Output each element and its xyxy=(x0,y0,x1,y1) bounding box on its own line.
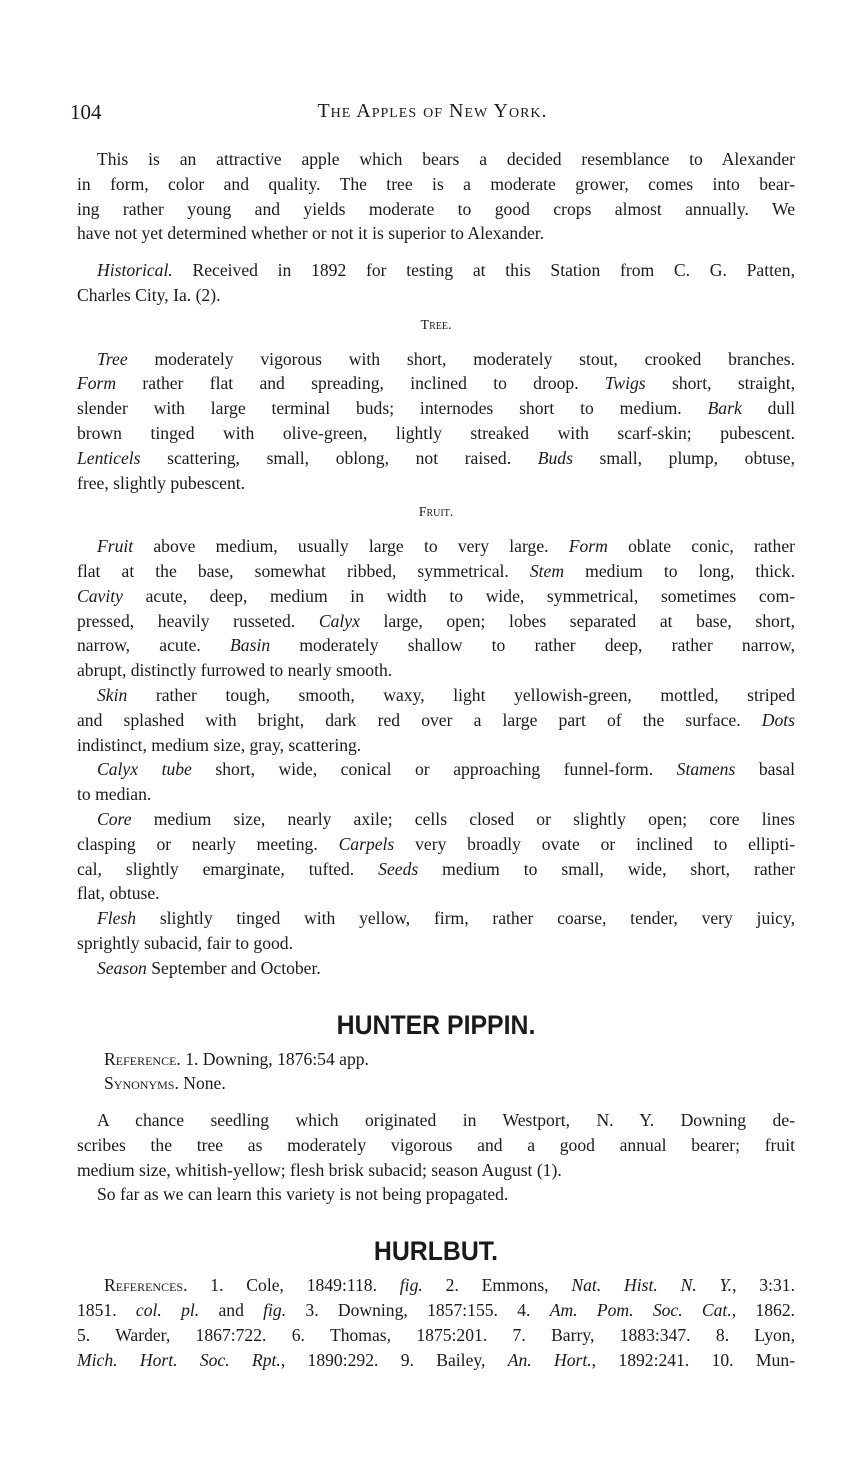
text: very broadly ovate or inclined to ellipti- xyxy=(394,833,795,854)
paragraph xyxy=(77,906,795,956)
italic-term: Calyx xyxy=(318,610,360,631)
reference-list xyxy=(77,1047,795,1097)
text-line xyxy=(77,857,795,882)
paragraph xyxy=(77,147,795,246)
italic-term: Twigs xyxy=(604,373,646,394)
italic-term: col. pl. xyxy=(135,1300,200,1321)
section-title: HURLBUT. xyxy=(373,1236,499,1267)
text-line xyxy=(77,1298,795,1323)
page-header xyxy=(70,100,795,130)
text: pressed, heavily russeted. xyxy=(77,610,319,631)
text: 1851. xyxy=(77,1300,136,1321)
text: cal, slightly emarginate, tufted. xyxy=(77,858,379,879)
text: 3. Downing, 1857:155. 4. xyxy=(286,1300,550,1321)
text: Received in 1892 for testing at this Station from C. G. Patten, xyxy=(172,260,795,281)
text: 1. Cole, 1849:118. xyxy=(187,1275,400,1296)
text-line xyxy=(77,782,795,807)
text-line xyxy=(77,559,795,584)
text-line xyxy=(77,147,795,172)
text: , 1892:241. 10. Mun- xyxy=(591,1349,796,1370)
paragraph xyxy=(77,1108,795,1182)
text: small, plump, obtuse, xyxy=(572,447,795,468)
text: brown tinged with olive-green, lightly streaked with scarf-skin; pubescent. xyxy=(77,422,795,443)
text: to median. xyxy=(77,784,152,805)
text: and splashed with bright, dark red over a large part of the surface. xyxy=(77,709,762,730)
page-number: 104 xyxy=(70,100,102,124)
label: References. xyxy=(104,1275,188,1296)
italic-term: Historical. xyxy=(97,260,173,281)
italic-term: Tree xyxy=(97,348,128,369)
text: dull xyxy=(741,398,795,419)
text-line xyxy=(77,258,795,283)
text: above medium, usually large to very large. xyxy=(133,536,569,557)
text-line xyxy=(77,446,795,471)
paragraph xyxy=(77,258,795,308)
page-body xyxy=(77,147,795,1372)
text: moderately vigorous with short, moderately stout, crooked branches. xyxy=(127,348,795,369)
text-line xyxy=(77,832,795,857)
text: Charles City, Ia. (2). xyxy=(77,284,221,305)
italic-term: Form xyxy=(77,373,117,394)
text: , 1890:292. 9. Bailey, xyxy=(280,1349,508,1370)
text: slender with large terminal buds; internodes short to medium. xyxy=(77,398,708,419)
text-line xyxy=(77,221,795,246)
text-line xyxy=(77,757,795,782)
text-line xyxy=(77,931,795,956)
italic-term: fig. xyxy=(399,1275,423,1296)
text: basal xyxy=(735,759,795,780)
text: medium to long, thick. xyxy=(564,560,795,581)
text: September and October. xyxy=(146,957,321,978)
italic-term: Carpels xyxy=(338,833,395,854)
italic-term: Cavity xyxy=(77,585,123,606)
text: medium size, whitish-yellow; flesh brisk subacid; season August (1). xyxy=(77,1159,562,1180)
text-line xyxy=(77,172,795,197)
italic-term: Skin xyxy=(97,684,128,705)
text: This is an attractive apple which bears a decided resemblance to Alexander xyxy=(97,149,795,169)
paragraph xyxy=(77,1273,795,1372)
italic-term: An. Hort. xyxy=(507,1349,592,1370)
text: short, straight, xyxy=(645,373,795,394)
text: rather tough, smooth, waxy, light yellowish-green, mottled, striped xyxy=(127,684,795,705)
italic-term: Flesh xyxy=(97,908,137,929)
label: Synonyms. xyxy=(104,1073,179,1094)
label: Reference. xyxy=(104,1048,181,1069)
italic-term: Lenticels xyxy=(77,447,141,468)
italic-term: Season xyxy=(97,957,147,978)
text-line xyxy=(77,633,795,658)
text: free, slightly pubescent. xyxy=(77,472,246,493)
text: So far as we can learn this variety is not being propagated. xyxy=(97,1184,509,1205)
text: sprightly subacid, fair to good. xyxy=(77,932,293,953)
text: 2. Emmons, xyxy=(422,1275,572,1296)
italic-term: fig. xyxy=(263,1300,287,1321)
text-line xyxy=(77,197,795,222)
text: oblate conic, rather xyxy=(607,536,795,557)
text-line xyxy=(77,584,795,609)
text: slightly tinged with yellow, firm, rather coarse, tender, very juicy, xyxy=(136,908,795,929)
italic-term: Bark xyxy=(707,398,742,419)
text: ing rather young and yields moderate to good crops almost annually. We xyxy=(77,198,795,219)
text-line xyxy=(77,283,795,308)
text: flat, obtuse. xyxy=(77,883,160,904)
text-line xyxy=(77,1071,795,1096)
text-line xyxy=(77,1108,795,1133)
text: medium size, nearly axile; cells closed or slightly open; core lines xyxy=(131,808,795,829)
text-line xyxy=(77,1273,795,1298)
italic-term: Stamens xyxy=(676,759,736,780)
text: abrupt, distinctly furrowed to nearly smooth. xyxy=(77,660,393,681)
italic-term: Dots xyxy=(761,709,795,730)
text: flat at the base, somewhat ribbed, symmetrical. xyxy=(77,560,530,581)
text: A chance seedling which originated in Westport, N. Y. Downing de- xyxy=(97,1110,795,1131)
paragraph xyxy=(77,956,795,981)
text-line xyxy=(77,421,795,446)
italic-term: Form xyxy=(568,536,608,557)
text-line xyxy=(77,807,795,832)
text: short, wide, conical or approaching funnel-form. xyxy=(191,759,677,780)
text-line xyxy=(77,471,795,496)
text-line xyxy=(77,1182,795,1207)
text: , 1862. xyxy=(731,1300,796,1321)
text-line xyxy=(77,1133,795,1158)
text: have not yet determined whether or not it is superior to Alexander. xyxy=(77,223,545,244)
text-line xyxy=(77,658,795,683)
italic-term: Nat. Hist. N. Y. xyxy=(571,1275,733,1296)
text-line xyxy=(77,683,795,708)
text: large, open; lobes separated at base, short, xyxy=(359,610,796,631)
text: acute, deep, medium in width to wide, symmetrical, sometimes com- xyxy=(122,585,795,606)
text-line xyxy=(77,534,795,559)
text: clasping or nearly meeting. xyxy=(77,833,339,854)
text: 5. Warder, 1867:722. 6. Thomas, 1875:201. 7. Barry, 1883:347. 8. Lyon, xyxy=(77,1324,795,1345)
text-line xyxy=(77,371,795,396)
text-line xyxy=(77,906,795,931)
text: , 3:31. xyxy=(732,1275,795,1296)
text-line xyxy=(77,1158,795,1183)
text: None. xyxy=(178,1073,226,1094)
text-line xyxy=(77,708,795,733)
italic-term: Am. Pom. Soc. Cat. xyxy=(549,1300,732,1321)
text-line xyxy=(77,881,795,906)
paragraph xyxy=(77,534,795,683)
text-line xyxy=(77,1047,795,1072)
text: narrow, acute. xyxy=(77,635,231,656)
text-line xyxy=(77,956,795,981)
paragraph xyxy=(77,683,795,757)
text: in form, color and quality. The tree is a moderate grower, comes into bear- xyxy=(77,173,795,194)
text: indistinct, medium size, gray, scattering. xyxy=(77,734,362,755)
subsection-heading: Fruit. xyxy=(418,505,454,521)
text: 1. Downing, 1876:54 app. xyxy=(180,1048,369,1069)
text: and xyxy=(199,1300,264,1321)
italic-term: Core xyxy=(97,808,132,829)
text-line xyxy=(77,1348,795,1373)
text: moderately shallow to rather deep, rather narrow, xyxy=(270,635,795,656)
running-title: The Apples of New York. xyxy=(317,100,548,122)
text: medium to small, wide, short, rather xyxy=(418,858,795,879)
text-line xyxy=(77,347,795,372)
text: rather flat and spreading, inclined to droop. xyxy=(116,373,605,394)
italic-term: Seeds xyxy=(378,858,419,879)
text-line xyxy=(77,396,795,421)
subsection-heading: Tree. xyxy=(420,317,452,333)
paragraph xyxy=(77,1182,795,1207)
text-line xyxy=(77,1323,795,1348)
text: scattering, small, oblong, not raised. xyxy=(140,447,538,468)
italic-term: Stem xyxy=(529,560,565,581)
text-line xyxy=(77,733,795,758)
italic-term: Basin xyxy=(230,635,271,656)
italic-term: Mich. Hort. Soc. Rpt. xyxy=(77,1349,281,1370)
italic-term: Buds xyxy=(537,447,573,468)
section-title: HUNTER PIPPIN. xyxy=(336,1009,536,1040)
italic-term: Fruit xyxy=(97,536,134,557)
paragraph xyxy=(77,757,795,807)
paragraph xyxy=(77,807,795,906)
text: scribes the tree as moderately vigorous and a good annual bearer; fruit xyxy=(77,1134,795,1155)
text-line xyxy=(77,609,795,634)
paragraph xyxy=(77,347,795,496)
italic-term: Calyx tube xyxy=(97,759,192,780)
